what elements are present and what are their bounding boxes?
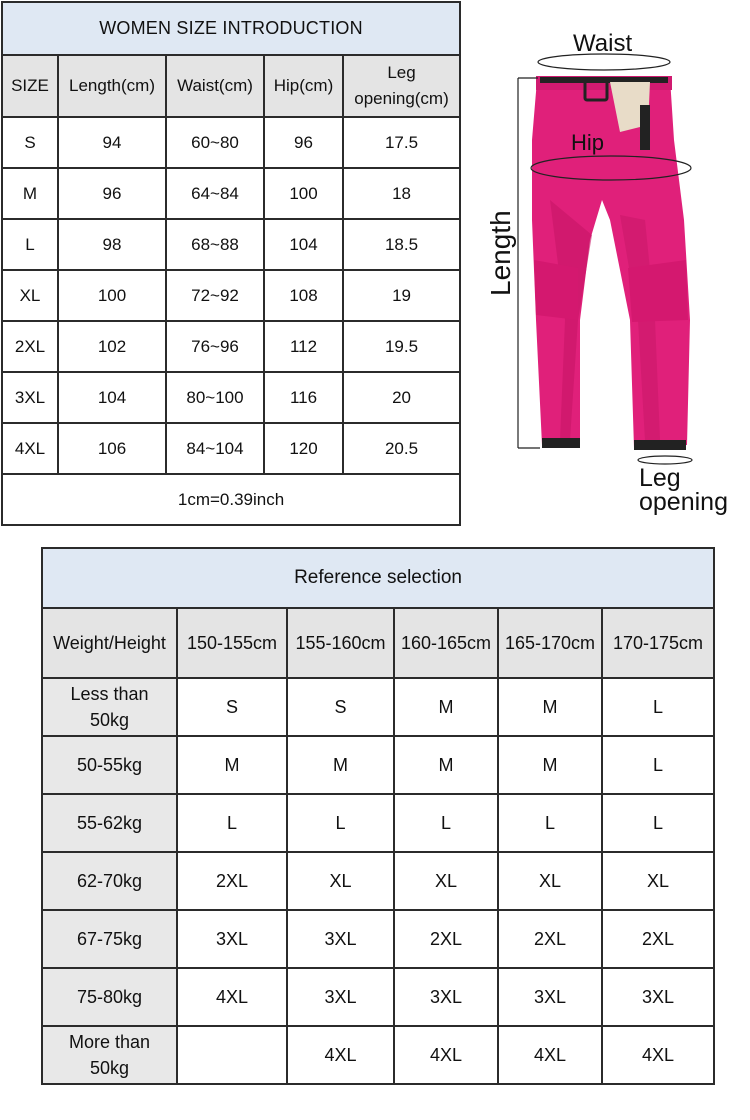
- table-row: [2, 219, 460, 270]
- size-cell: L: [2, 219, 58, 270]
- hip-cell: 120: [264, 423, 343, 474]
- size-recommendation: M: [498, 736, 602, 794]
- table-row: [42, 852, 714, 910]
- size-recommendation: XL: [498, 852, 602, 910]
- header-height-165-170: 165-170cm: [498, 608, 602, 678]
- table-row: [2, 168, 460, 219]
- weight-label: 62-70kg: [42, 852, 177, 910]
- leg-opening-cell: 18.5: [343, 219, 460, 270]
- length-cell: 106: [58, 423, 166, 474]
- leg-opening-cell: 17.5: [343, 117, 460, 168]
- size-recommendation: 4XL: [177, 968, 287, 1026]
- pants-strap: [640, 105, 650, 150]
- length-cell: 102: [58, 321, 166, 372]
- weight-label: 50-55kg: [42, 736, 177, 794]
- table-row: [2, 423, 460, 474]
- length-cell: 98: [58, 219, 166, 270]
- size-recommendation: 2XL: [177, 852, 287, 910]
- size-table-note-row: [2, 474, 460, 525]
- size-recommendation: XL: [394, 852, 498, 910]
- size-table-header-row: [2, 55, 460, 117]
- size-recommendation: M: [394, 678, 498, 736]
- header-size: SIZE: [2, 55, 58, 117]
- size-recommendation: 4XL: [602, 1026, 714, 1084]
- size-table-title: WOMEN SIZE INTRODUCTION: [2, 2, 460, 55]
- header-leg-opening-line1: Leg: [387, 63, 416, 82]
- size-recommendation: 3XL: [287, 968, 394, 1026]
- unit-conversion-note: 1cm=0.39inch: [2, 474, 460, 525]
- header-leg-opening-line2: opening(cm): [354, 89, 449, 108]
- waist-cell: 72~92: [166, 270, 264, 321]
- weight-label: 55-62kg: [42, 794, 177, 852]
- length-cell: 104: [58, 372, 166, 423]
- size-recommendation: 2XL: [498, 910, 602, 968]
- table-row: [2, 372, 460, 423]
- length-cell: 100: [58, 270, 166, 321]
- hip-cell: 108: [264, 270, 343, 321]
- size-recommendation: L: [394, 794, 498, 852]
- header-height-160-165: 160-165cm: [394, 608, 498, 678]
- size-recommendation: S: [287, 678, 394, 736]
- table-row: [2, 117, 460, 168]
- size-recommendation: L: [602, 794, 714, 852]
- size-recommendation: 4XL: [498, 1026, 602, 1084]
- weight-label: [42, 678, 177, 736]
- size-recommendation: M: [177, 736, 287, 794]
- weight-label-line1: More than: [68, 1032, 151, 1052]
- leg-opening-cell: 18: [343, 168, 460, 219]
- size-recommendation: L: [602, 736, 714, 794]
- size-cell: 2XL: [2, 321, 58, 372]
- header-hip: Hip(cm): [264, 55, 343, 117]
- size-table-title-row: [2, 2, 460, 55]
- table-row: [42, 736, 714, 794]
- size-recommendation: 3XL: [602, 968, 714, 1026]
- waist-cell: 84~104: [166, 423, 264, 474]
- waist-cell: 80~100: [166, 372, 264, 423]
- size-recommendation: L: [287, 794, 394, 852]
- table-row: [2, 321, 460, 372]
- hip-label: Hip: [571, 130, 605, 155]
- reference-selection-table: [41, 547, 715, 1085]
- size-recommendation: L: [602, 678, 714, 736]
- weight-label-line2: 50kg: [89, 710, 130, 730]
- length-cell: 96: [58, 168, 166, 219]
- table-row: [42, 678, 714, 736]
- header-length: Length(cm): [58, 55, 166, 117]
- size-cell: S: [2, 117, 58, 168]
- size-cell: 3XL: [2, 372, 58, 423]
- header-height-150-155: 150-155cm: [177, 608, 287, 678]
- size-recommendation: 3XL: [498, 968, 602, 1026]
- leg-opening-label-line1: Leg: [639, 464, 681, 492]
- size-recommendation: L: [177, 794, 287, 852]
- size-recommendation: [177, 1026, 287, 1084]
- hip-cell: 100: [264, 168, 343, 219]
- hip-cell: 116: [264, 372, 343, 423]
- pants-hem: [542, 438, 580, 448]
- leg-opening-cell: 20.5: [343, 423, 460, 474]
- size-cell: 4XL: [2, 423, 58, 474]
- weight-label: 75-80kg: [42, 968, 177, 1026]
- reference-table-header-row: [42, 608, 714, 678]
- length-label: Length: [485, 210, 516, 296]
- reference-table-title: Reference selection: [42, 548, 714, 608]
- size-cell: XL: [2, 270, 58, 321]
- pants-hem: [634, 440, 686, 450]
- size-recommendation: 2XL: [394, 910, 498, 968]
- waist-cell: 60~80: [166, 117, 264, 168]
- size-recommendation: L: [498, 794, 602, 852]
- hip-cell: 104: [264, 219, 343, 270]
- leg-opening-cell: 19: [343, 270, 460, 321]
- waist-cell: 76~96: [166, 321, 264, 372]
- size-recommendation: 3XL: [177, 910, 287, 968]
- weight-label-line1: Less than: [70, 684, 149, 704]
- length-cell: 94: [58, 117, 166, 168]
- table-row: [42, 968, 714, 1026]
- size-recommendation: S: [177, 678, 287, 736]
- header-height-155-160: 155-160cm: [287, 608, 394, 678]
- table-row: [2, 270, 460, 321]
- header-height-170-175: 170-175cm: [602, 608, 714, 678]
- header-waist: Waist(cm): [166, 55, 264, 117]
- weight-label: 67-75kg: [42, 910, 177, 968]
- leg-opening-cell: 19.5: [343, 321, 460, 372]
- table-row: [42, 1026, 714, 1084]
- size-recommendation: M: [394, 736, 498, 794]
- leg-opening-cell: 20: [343, 372, 460, 423]
- weight-label-line2: 50kg: [89, 1058, 130, 1078]
- pants-knee-patch: [534, 260, 578, 320]
- weight-label: [42, 1026, 177, 1084]
- waist-cell: 68~88: [166, 219, 264, 270]
- size-cell: M: [2, 168, 58, 219]
- pants-measurement-figure: [470, 20, 750, 530]
- hip-cell: 96: [264, 117, 343, 168]
- waist-label: Waist: [573, 30, 633, 57]
- header-leg-opening: [343, 55, 460, 117]
- size-recommendation: M: [287, 736, 394, 794]
- size-recommendation: 4XL: [287, 1026, 394, 1084]
- table-row: [42, 910, 714, 968]
- header-weight-height: Weight/Height: [42, 608, 177, 678]
- size-recommendation: 2XL: [602, 910, 714, 968]
- hip-cell: 112: [264, 321, 343, 372]
- waist-cell: 64~84: [166, 168, 264, 219]
- size-recommendation: XL: [602, 852, 714, 910]
- reference-table-title-row: [42, 548, 714, 608]
- size-recommendation: 4XL: [394, 1026, 498, 1084]
- size-recommendation: 3XL: [287, 910, 394, 968]
- size-recommendation: XL: [287, 852, 394, 910]
- pants-knee-patch: [628, 260, 688, 322]
- table-row: [42, 794, 714, 852]
- leg-opening-label-line2: opening: [639, 488, 728, 516]
- size-recommendation: M: [498, 678, 602, 736]
- size-table: [1, 1, 461, 526]
- size-recommendation: 3XL: [394, 968, 498, 1026]
- leg-opening-ellipse: [638, 456, 692, 464]
